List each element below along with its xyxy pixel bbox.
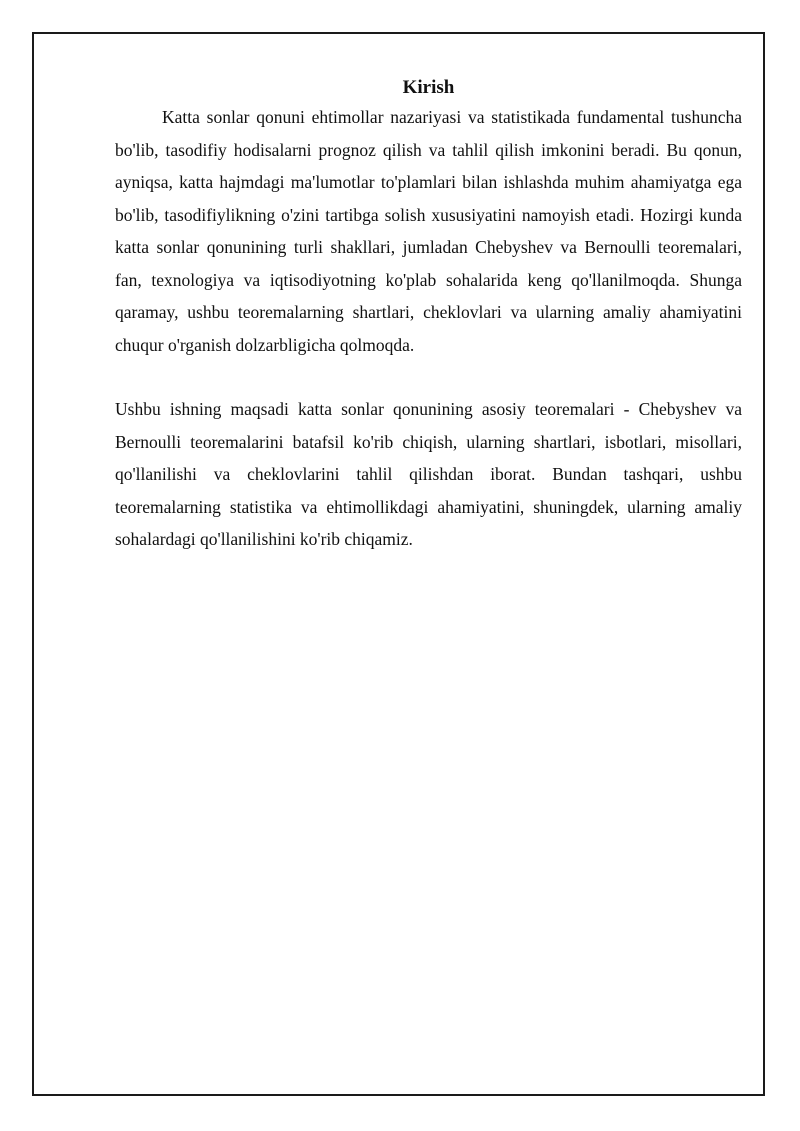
- section-title: Kirish: [402, 77, 455, 98]
- purpose-paragraph: Ushbu ishning maqsadi katta sonlar qonunining asosiy teoremalari - Chebyshev va Bernoulli teoremalarini batafsil ko'rib chiqish, ularning shartlari, isbotlari, misollari, qo'llanilishi va cheklovlarini tahlil qilishdan iborat. Bundan tashqari, ushbu teoremalarning statistika va ehtimollikdagi ahamiyatini, shuningdek, ularning amaliy sohalardagi qo'llanilishini ko'rib chiqamiz.: [115, 399, 742, 549]
- document-body: [115, 75, 742, 556]
- intro-paragraph: Katta sonlar qonuni ehtimollar nazariyasi va statistikada fundamental tushuncha bo'lib, tasodifiy hodisalarni prognoz qilish va tahlil qilish imkonini beradi. Bu qonun, ayniqsa, katta hajmdagi ma'lumotlar to'plamlari bilan ishlashda muhim ahamiyatga ega bo'lib, tasodifiylikning o'zini tartibga solish xususiyatini namoyish etadi. Hozirgi kunda katta sonlar qonunining turli shakllari, jumladan Chebyshev va Bernoulli teoremalari, fan, texnologiya va iqtisodiyotning ko'plab sohalarida keng qo'llanilmoqda. Shunga qaramay, ushbu teoremalarning shartlari, cheklovlari va ularning amaliy ahamiyatini chuqur o'rganish dolzarbligicha qolmoqda.: [115, 107, 742, 355]
- paragraph-spacer: [115, 361, 742, 393]
